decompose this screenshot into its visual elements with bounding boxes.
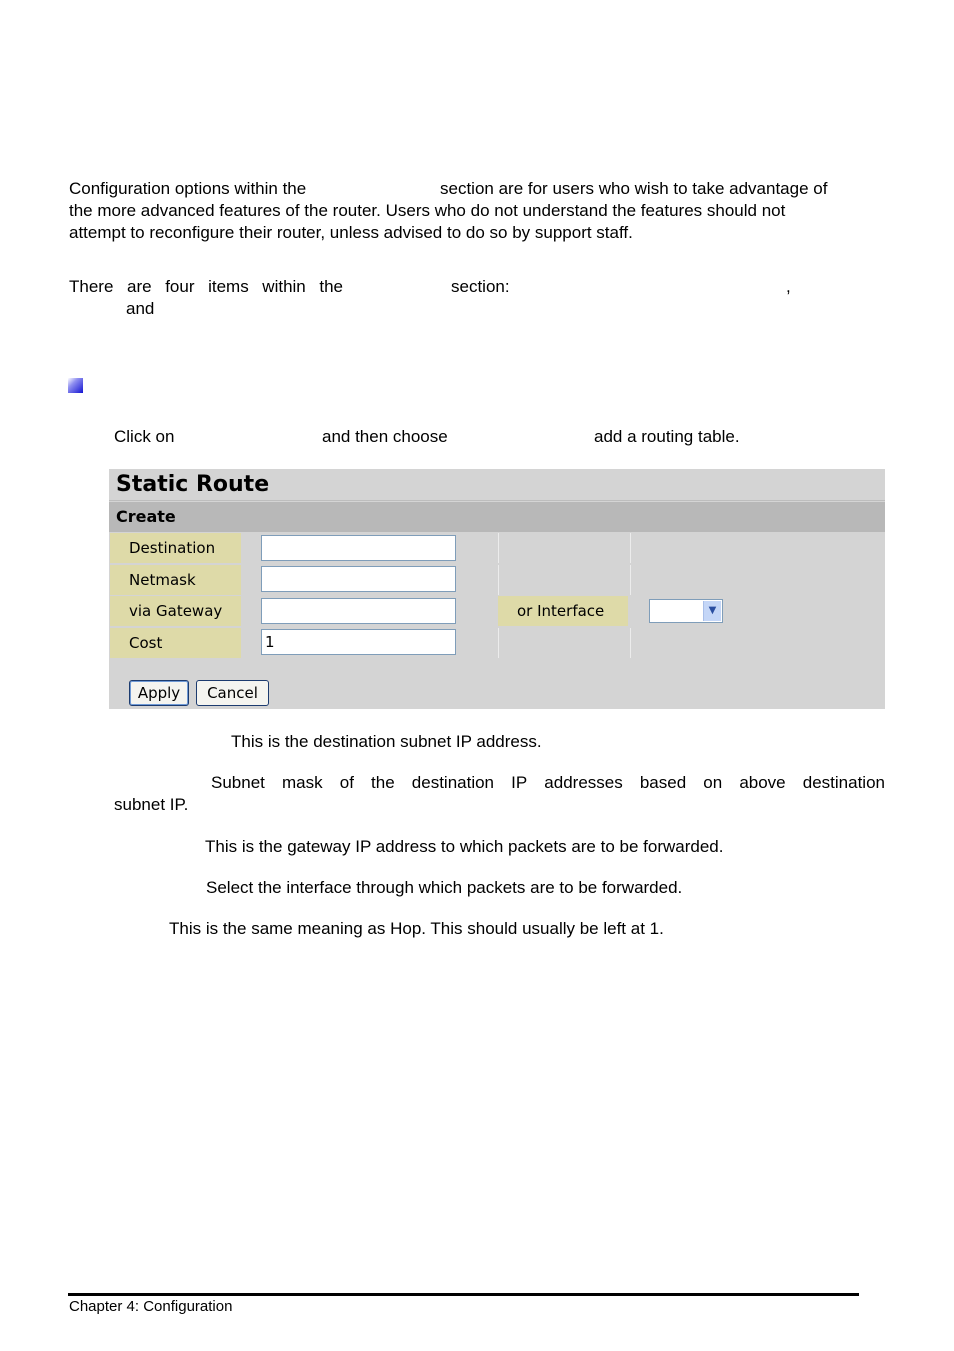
step-click-on: Click on	[114, 427, 175, 446]
cost-description: This is the same meaning as Hop. This should usually be left at 1.	[169, 919, 664, 938]
netmask-word: on	[703, 773, 723, 792]
netmask-word: the	[371, 773, 395, 792]
items-word: within	[262, 277, 306, 296]
items-word: items	[208, 277, 249, 296]
items-comma: ,	[786, 277, 791, 296]
gateway-input[interactable]	[261, 598, 456, 624]
chevron-down-icon[interactable]: ▼	[703, 601, 721, 621]
interface-select[interactable]	[649, 599, 723, 623]
gateway-description: This is the gateway IP address to which packets are to be forwarded.	[205, 837, 724, 856]
netmask-description-line1	[211, 773, 885, 793]
netmask-word: destination	[802, 773, 885, 792]
destination-label: Destination	[110, 533, 241, 563]
netmask-word: of	[339, 773, 354, 792]
panel-title: Static Route	[109, 469, 885, 501]
empty-cell	[498, 533, 628, 563]
empty-cell	[498, 565, 628, 595]
items-section-word: section:	[451, 277, 510, 296]
items-sentence-start	[69, 277, 343, 297]
section-bullet-icon	[68, 378, 83, 393]
step-then-choose: and then choose	[322, 427, 448, 446]
netmask-word: based	[639, 773, 687, 792]
netmask-description-line2: subnet IP.	[114, 795, 189, 814]
cost-label: Cost	[110, 628, 241, 658]
interface-description: Select the interface through which packets are to be forwarded.	[206, 878, 683, 897]
items-word: four	[165, 277, 195, 296]
interface-label: or Interface	[498, 596, 628, 626]
items-word: the	[319, 277, 343, 296]
panel-subtitle: Create	[109, 502, 885, 532]
intro-line1-start: Configuration options within the	[69, 179, 307, 198]
items-word: are	[127, 277, 152, 296]
netmask-word: destination	[411, 773, 495, 792]
intro-line3: attempt to reconfigure their router, unless advised to do so by support staff.	[69, 223, 633, 242]
netmask-word: addresses	[544, 773, 623, 792]
empty-cell	[630, 533, 884, 563]
netmask-word: above	[739, 773, 786, 792]
netmask-label: Netmask	[110, 565, 241, 595]
destination-input[interactable]	[261, 535, 456, 561]
destination-description: This is the destination subnet IP address.	[231, 732, 542, 751]
empty-cell	[498, 628, 628, 658]
step-add-table: add a routing table.	[594, 427, 740, 446]
static-route-panel	[109, 469, 885, 709]
items-word: There	[69, 277, 114, 296]
empty-cell	[630, 628, 884, 658]
cost-input[interactable]: 1	[261, 629, 456, 655]
netmask-word: mask	[282, 773, 323, 792]
items-and: and	[126, 299, 155, 318]
empty-cell	[630, 565, 884, 595]
intro-line1-end: section are for users who wish to take advantage of	[440, 179, 828, 198]
netmask-word: Subnet	[211, 773, 265, 792]
footer-rule	[68, 1293, 859, 1296]
intro-line2: the more advanced features of the router. Users who do not understand the features should not	[69, 201, 786, 220]
netmask-word: IP	[511, 773, 528, 792]
apply-button[interactable]: Apply	[129, 680, 189, 706]
footer-chapter: Chapter 4: Configuration	[69, 1298, 233, 1315]
cancel-button[interactable]: Cancel	[196, 680, 269, 706]
gateway-label: via Gateway	[110, 596, 241, 626]
netmask-input[interactable]	[261, 566, 456, 592]
